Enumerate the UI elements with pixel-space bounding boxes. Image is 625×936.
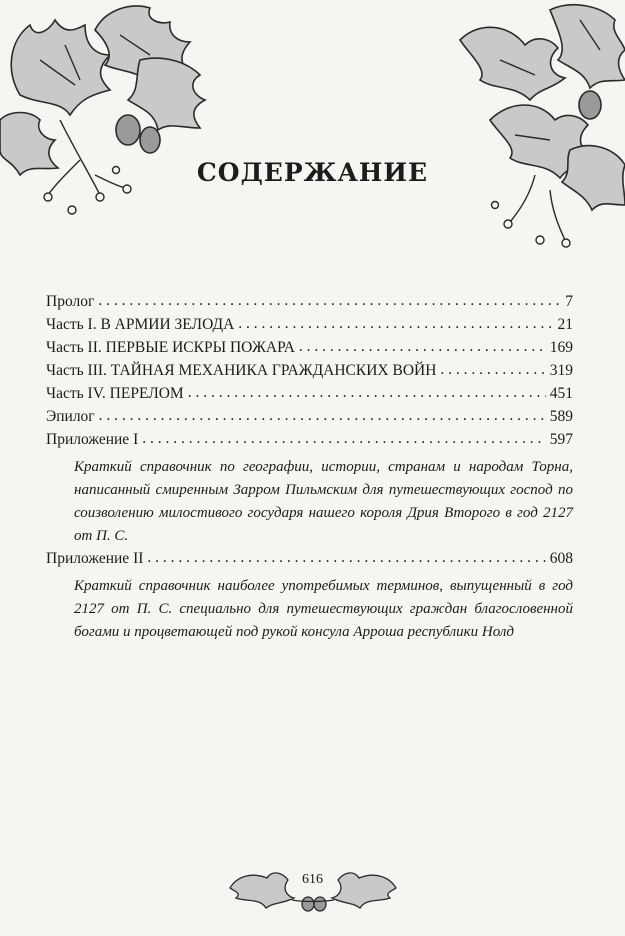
toc-entry-page: 7	[565, 293, 573, 310]
toc-entry-label: Приложение II	[46, 550, 144, 567]
toc-entry-epilogue[interactable]	[46, 408, 573, 431]
toc-entry-description: Краткий справочник наиболее употребимых терминов, выпущенный в год 2127 от П. С. специально для путешествующих граждан благословенной богами и процветающей под рукой консула Арроша республики Нолд	[74, 578, 573, 640]
toc-entry-page: 451	[549, 385, 573, 402]
toc-entry-label: Часть IV. ПЕРЕЛОМ	[46, 385, 184, 402]
page-title: СОДЕРЖАНИЕ	[196, 158, 429, 187]
toc-entry-label: Часть II. ПЕРВЫЕ ИСКРЫ ПОЖАРА	[46, 339, 295, 356]
toc-entry-part-2[interactable]	[46, 339, 573, 362]
toc-entry-part-3[interactable]	[46, 362, 573, 385]
oak-leaves-footer-ornament-icon	[222, 858, 404, 918]
toc-leader-dots	[299, 338, 546, 356]
toc-entry-prologue[interactable]	[46, 293, 573, 316]
page-number: 616	[302, 872, 323, 887]
toc-leader-dots	[440, 361, 545, 379]
toc-entry-description: Краткий справочник по географии, истории, странам и народам Торна, написанный смиренным Зарром Пильмским для путешествующих господ по соизволению милостивого государя нашего короля Дрия Второго в год 2127 от П. С.	[74, 459, 573, 544]
toc-entry-part-4[interactable]	[46, 385, 573, 408]
toc-entry-part-1[interactable]	[46, 316, 573, 339]
toc-leader-dots	[99, 407, 546, 425]
toc-entry-page: 589	[549, 408, 573, 425]
toc-entry-label: Часть I. В АРМИИ ЗЕЛОДА	[46, 316, 235, 333]
oak-leaves-ornament-right-icon	[440, 0, 625, 265]
toc-entry-page: 169	[549, 339, 573, 356]
toc-entry-label: Часть III. ТАЙНАЯ МЕХАНИКА ГРАЖДАНСКИХ ВОЙН	[46, 362, 437, 379]
toc-entry-appendix-2[interactable]	[46, 550, 573, 573]
toc-entry-label: Приложение I	[46, 431, 139, 448]
toc-entry-page: 319	[549, 362, 573, 379]
toc-leader-dots	[238, 315, 553, 333]
toc-entry-label: Пролог	[46, 293, 95, 310]
toc-entry-page: 21	[557, 316, 573, 333]
toc-entry-page: 608	[549, 550, 573, 567]
toc-leader-dots	[147, 549, 545, 567]
table-of-contents	[46, 293, 573, 646]
toc-leader-dots	[142, 430, 546, 448]
toc-leader-dots	[98, 292, 561, 310]
toc-entry-appendix-1[interactable]	[46, 431, 573, 454]
toc-entry-page: 597	[549, 431, 573, 448]
toc-entry-label: Эпилог	[46, 408, 95, 425]
toc-leader-dots	[188, 384, 546, 402]
